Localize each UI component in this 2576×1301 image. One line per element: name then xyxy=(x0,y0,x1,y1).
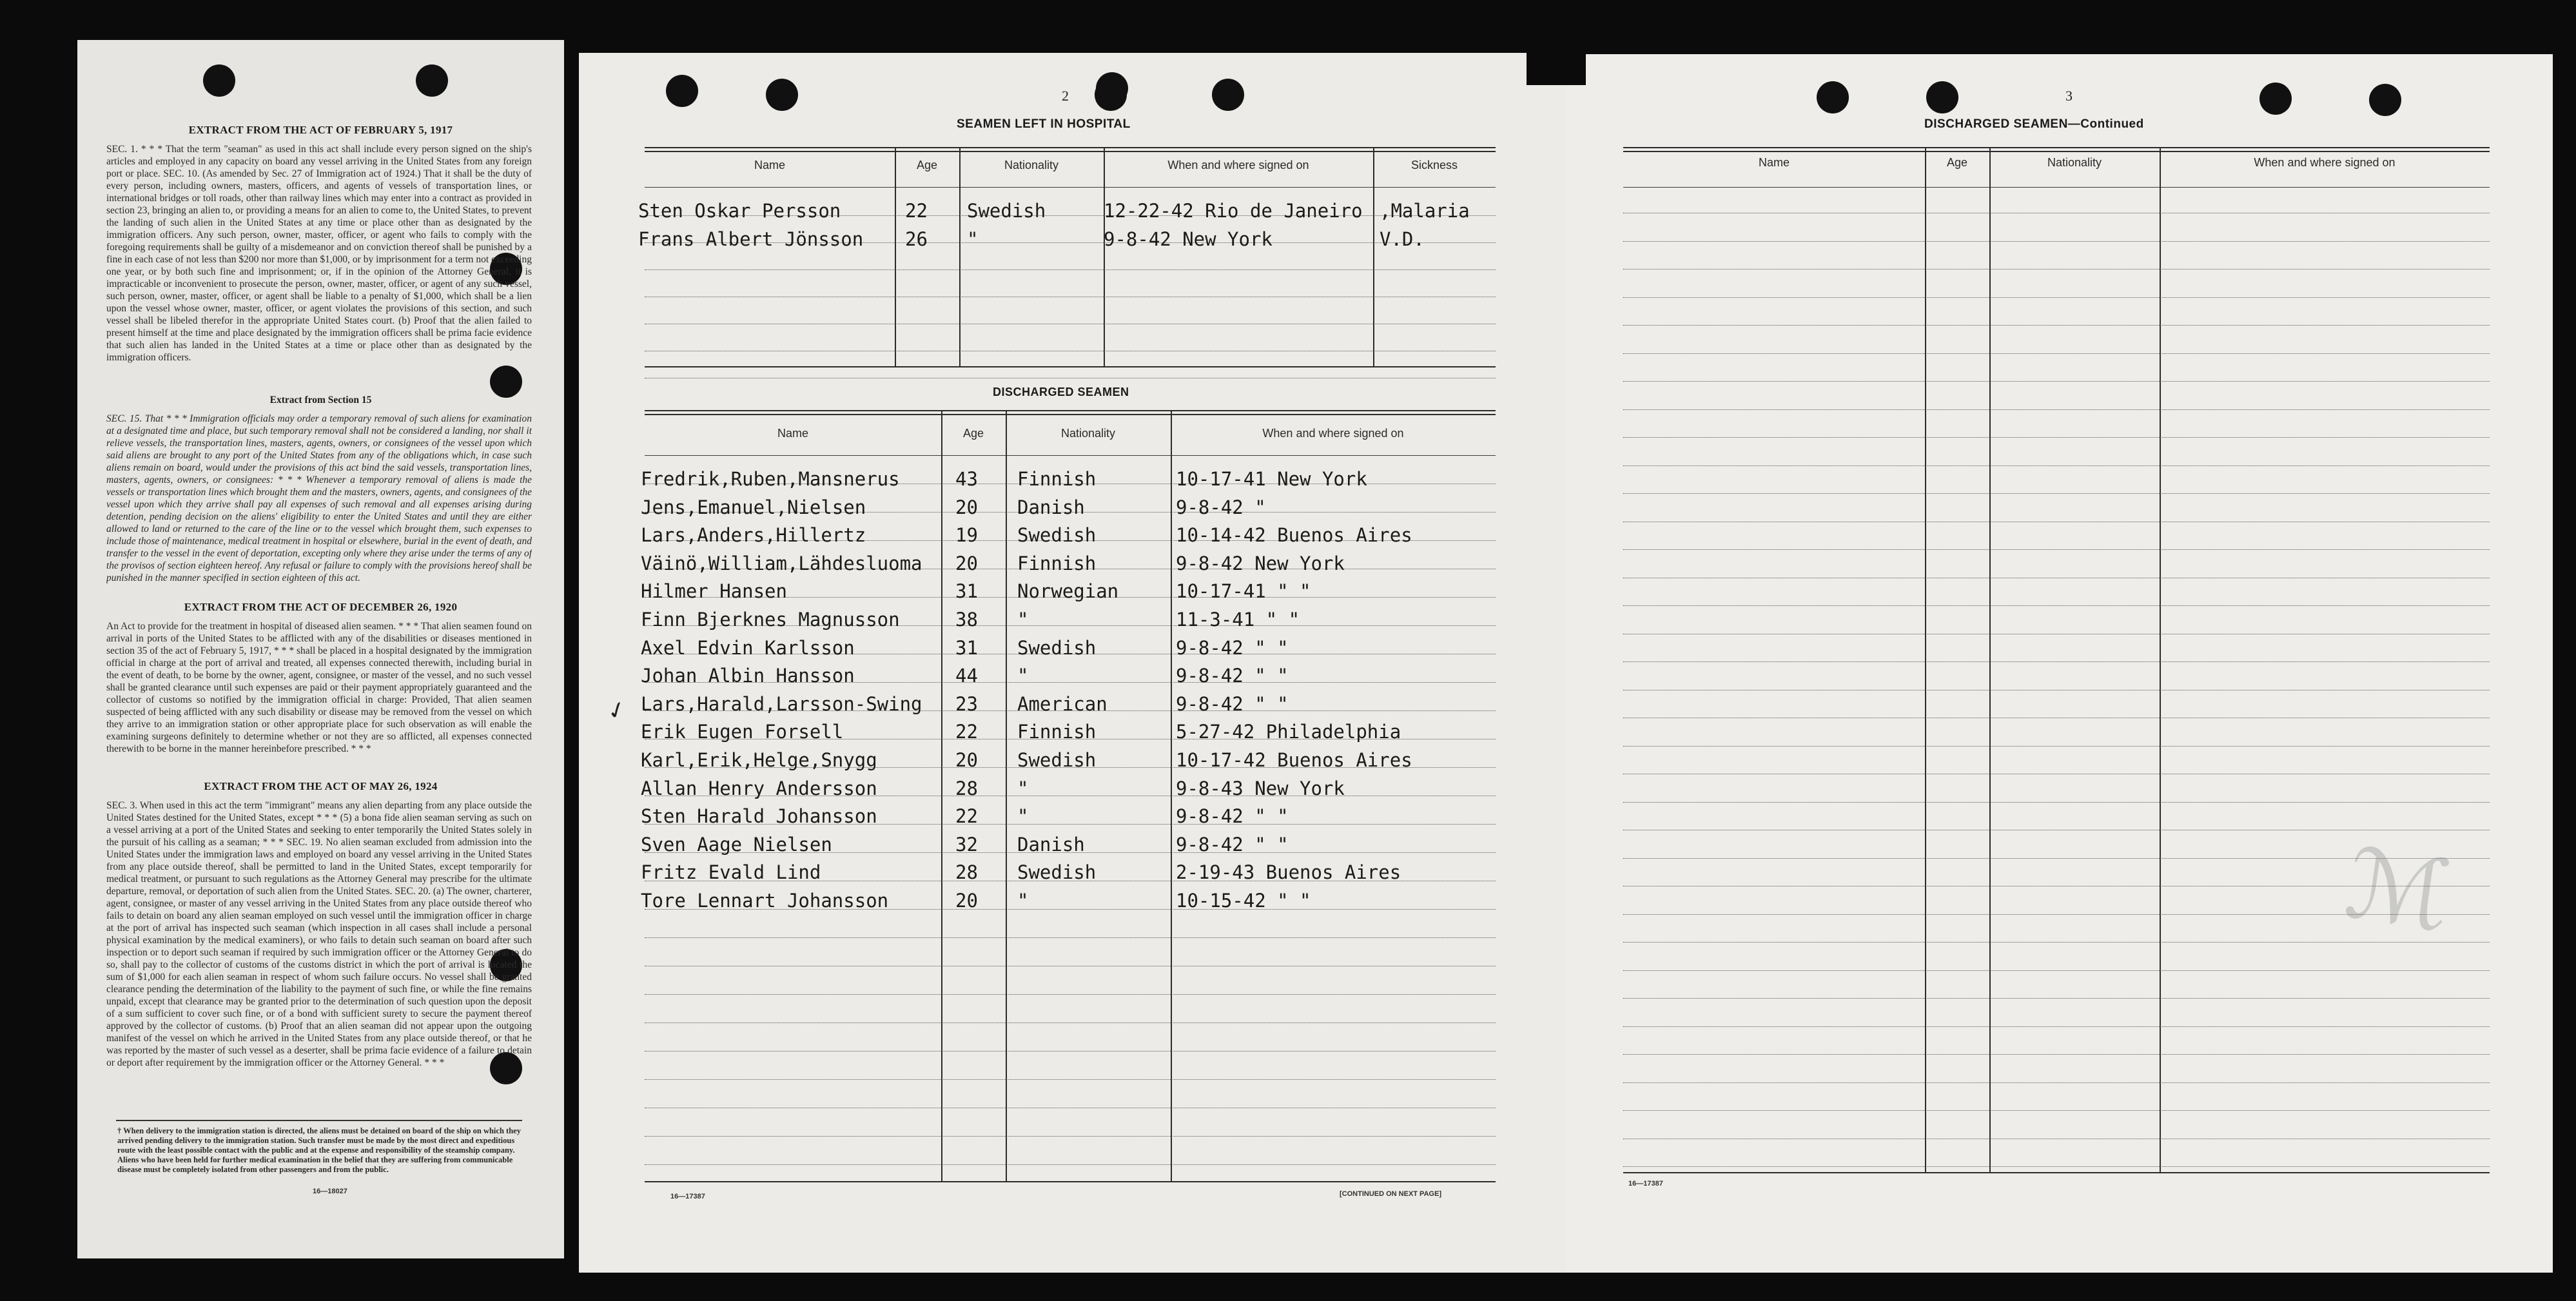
column-divider xyxy=(2160,147,2161,1172)
discharged-cell-signed: 10-17-41 New York xyxy=(1176,468,1367,490)
discharged-cell-nationality: Finnish xyxy=(1017,721,1097,743)
hospital-cell-name: Sten Oskar Persson xyxy=(638,200,841,222)
row-line xyxy=(1623,802,2490,803)
extract-text-1924: SEC. 3. When used in this act the term "immigrant" means any alien departing from any place outside the United States destined for the United States, except * * * (5) a bona fide alien seaman serving as such on a vessel arriving at a port of the United States and seeking to enter temporarily the United States solely in the pursuit of his calling as a seaman; * * * SEC. 19. No alien seaman excluded from admission into the United States under the immigration laws and employed on board any vessel arriving in the United States from any place outside thereof, shall be permitted to land in the United States, except temporarily for medical treatment, or pursuant to such regulations as the Attorney General may prescribe for the ultimate departure, removal, or deportation of such alien from the United States. SEC. 20. (a) The owner, charterer, agent, consignee, or master of any vessel arriving in the United States from any place outside thereof who fails to detain on board any alien seaman employed on such vessel until the immigration officer in charge at the port of arrival has inspected such seaman (which inspection in all cases shall include a personal physical examination by the medical examiners), or who fails to detain such seaman on board after such inspection or to deport such seaman if required by such immigration officer or the Attorney General to do so, shall pay to the collector of customs of the customs district in which the port of arrival is located the sum of $1,000 for each alien seaman in respect of whom such failure occurs. No vessel shall be granted clearance pending the determination of the liability to the payment of such fine, or while the fine remains unpaid, except that clearance may be granted prior to the determination of such question upon the deposit of a sum sufficient to cover such fine, or of a bond with sufficient surety to secure the payment thereof approved by the collector of customs. (b) Proof that an alien seaman did not appear upon the outgoing manifest of the vessel on which he arrived in the United States from any place outside thereof, or that he was reported by the master of such vessel as a deserter, shall be prima facie evidence of a failure to detain or deport after requirement by the immigration officer or the Attorney General. * * * xyxy=(106,800,532,1068)
discharged-cell-signed: 10-17-41 " " xyxy=(1176,580,1311,603)
punch-hole xyxy=(1817,81,1849,113)
discharged-cell-age: 20 xyxy=(955,552,978,574)
row-line xyxy=(1623,998,2490,999)
discharged-cell-name: Finn Bjerknes Magnusson xyxy=(641,609,900,631)
page-3-form-code: 16—17387 xyxy=(1628,1180,1663,1188)
column-divider xyxy=(895,147,896,366)
row-line xyxy=(1623,325,2490,326)
column-header: Age xyxy=(962,427,984,440)
row-line xyxy=(645,1164,1496,1165)
row-line xyxy=(1623,605,2490,606)
row-line xyxy=(645,1136,1496,1137)
form-code: 16—18027 xyxy=(313,1188,347,1195)
page-number-3: 3 xyxy=(2065,88,2073,104)
discharged-cell-signed: 10-17-42 Buenos Aires xyxy=(1176,749,1412,771)
column-divider xyxy=(1925,147,1926,1172)
discharged-cell-age: 38 xyxy=(955,609,978,631)
page-notch xyxy=(1527,53,1586,85)
punch-hole xyxy=(666,75,698,107)
discharged-cell-signed: 9-8-42 " " xyxy=(1176,833,1289,856)
table-rule xyxy=(645,410,1496,411)
discharged-cell-signed: 10-14-42 Buenos Aires xyxy=(1176,524,1412,547)
discharged-cell-name: Sten Harald Johansson xyxy=(641,805,877,828)
hospital-cell-sickness: ,Malaria xyxy=(1380,200,1470,222)
column-header: Age xyxy=(916,159,938,171)
discharged-cell-signed: 9-8-42 " xyxy=(1176,496,1266,518)
discharged-cell-name: Allan Henry Andersson xyxy=(641,777,877,799)
column-header: Name xyxy=(777,427,808,440)
discharged-cell-signed: 9-8-42 " " xyxy=(1176,805,1289,828)
discharged-cell-nationality: " xyxy=(1017,805,1029,828)
discharged-cell-signed: 9-8-43 New York xyxy=(1176,777,1345,799)
row-line xyxy=(1623,1026,2490,1027)
hospital-cell-signed: 12-22-42 Rio de Janeiro xyxy=(1104,200,1363,222)
hospital-cell-name: Frans Albert Jönsson xyxy=(638,228,864,250)
column-header: Sickness xyxy=(1410,159,1458,171)
row-line xyxy=(1623,465,2490,466)
discharged-cell-age: 20 xyxy=(955,749,978,771)
row-line xyxy=(1623,1082,2490,1083)
column-header: Nationality xyxy=(2047,156,2102,169)
extract-text-sec15: SEC. 15. That * * * Immigration officials may order a temporary removal of such aliens for examination at a designated time and place, but such temporary removal shall not be considered a landing, nor shall it relieve vessels, the transportation lines, masters, agents, owners, or consignees of the vessel upon which said aliens are brought to any port of the United States from any of the obligations which, in case such aliens remain on board, would under the provisions of this act bind the said vessels, transportation lines, masters, agents, owners, or consignees: * * * Whenever a temporary removal of aliens is made the vessels or transportation lines which brought them and the masters, owners, agents, and consignees of the vessel upon which they arrive shall pay all expenses of such removal and all expenses arising during detention, pending decision on the aliens' eligibility to enter the United States and until they are either allowed to land or returned to the care of the line or to the vessel which brought them, such expenses to include those of maintenance, medical treatment in hospital or elsewhere, burial in the event of death, and transfer to the vessel in the event of deportation, excepting only where they arise under the terms of any of the provisos of section eighteen hereof. Any refusal or failure to comply with the provisions hereof shall be punished in the manner specified in section eighteen of this act. xyxy=(106,413,532,583)
hospital-cell-sickness: V.D. xyxy=(1380,228,1425,250)
column-header: Nationality xyxy=(1060,427,1116,440)
discharged-cell-age: 31 xyxy=(955,636,978,659)
discharged-cell-signed: 10-15-42 " " xyxy=(1176,890,1311,912)
table-rule xyxy=(645,414,1496,415)
extract-heading-1920: EXTRACT FROM THE ACT OF DECEMBER 26, 1920 xyxy=(184,601,458,613)
row-line xyxy=(645,1051,1496,1052)
column-header: Age xyxy=(1946,156,1968,169)
row-line xyxy=(1623,970,2490,971)
punch-hole xyxy=(1212,79,1244,111)
row-line xyxy=(1623,493,2490,494)
row-line xyxy=(1623,1166,2490,1167)
discharged-section-title: DISCHARGED SEAMEN xyxy=(993,386,1129,398)
punch-hole xyxy=(1926,81,1958,113)
punch-hole xyxy=(766,79,798,111)
punch-hole xyxy=(2259,83,2292,115)
discharged-cell-name: Fredrik,Ruben,Mansnerus xyxy=(641,468,900,490)
column-header: Name xyxy=(1758,156,1790,169)
table-rule xyxy=(1623,151,2490,152)
extract-sheet xyxy=(77,40,564,1258)
discharged-cell-name: Fritz Evald Lind xyxy=(641,861,821,884)
table-rule xyxy=(645,1181,1496,1182)
discharged-cell-age: 20 xyxy=(955,496,978,518)
extract-text-1917: SEC. 1. * * * That the term "seaman" as used in this act shall include every person signed on the ship's articles and employed in any capacity on board any vessel arriving in the United States from any foreign port or place. SEC. 10. (As amended by Sec. 27 of Immigration act of 1924.) That it shall be the duty of every person, including owners, masters, officers, and agents of vessels of transportation lines, or international bridges or toll roads, other than railway lines which may enter into a contract as provided in section 23, bringing an alien to, or providing a means for an alien to come to, the United States, to prevent the landing of such alien in the United States at any time or place other than as designated by the immigration officers. Any such person, owner, master, officer, or agent who fails to comply with the foregoing requirements shall be guilty of a misdemeanor and on conviction thereof shall be punished by a fine in each case of not less than $200 nor more than $1,000, or by imprisonment for a term not exceeding one year, or by both such fine and imprisonment; or, if in the opinion of the Attorney General, it is impracticable or inconvenient to prosecute the person, owner, master, officer, or agent of any such vessel, such person, owner, master, officer, or agent shall be liable to a penalty of $1,000, which shall be a lien upon the vessel whose owner, master, officer, or agent violates the provisions of this section, and such vessel shall be libeled therefor in the appropriate United States court. (b) Proof that the alien failed to present himself at the time and place designated by the immigration officers shall be prima facie evidence that such alien has landed in the United States at a time or place other than as designated by the immigration officers. xyxy=(106,144,532,363)
discharged-cell-nationality: " xyxy=(1017,609,1029,631)
discharged-cell-age: 28 xyxy=(955,861,978,884)
table-rule xyxy=(645,187,1496,188)
row-line xyxy=(645,1079,1496,1080)
punch-hole xyxy=(416,64,448,97)
hospital-cell-nationality: " xyxy=(967,228,979,250)
column-divider xyxy=(1373,147,1374,366)
discharged-cell-nationality: Finnish xyxy=(1017,468,1097,490)
column-header: When and where signed on xyxy=(2254,156,2395,169)
discharged-cell-nationality: " xyxy=(1017,890,1029,912)
continued-note: [CONTINUED ON NEXT PAGE] xyxy=(1340,1190,1442,1198)
discharged-cell-signed: 9-8-42 " " xyxy=(1176,665,1289,687)
page-number-2: 2 xyxy=(1062,88,1069,104)
column-header: Name xyxy=(754,159,785,171)
row-line xyxy=(1623,549,2490,550)
column-header: When and where signed on xyxy=(1262,427,1404,440)
table-rule xyxy=(645,151,1496,152)
discharged-cell-age: 19 xyxy=(955,524,978,547)
page-2-form-code: 16—17387 xyxy=(670,1193,705,1200)
discharged-cell-signed: 5-27-42 Philadelphia xyxy=(1176,721,1401,743)
row-line xyxy=(1623,746,2490,747)
discharged-cell-name: Hilmer Hansen xyxy=(641,580,787,603)
punch-hole xyxy=(1096,72,1128,104)
discharged-cell-nationality: Swedish xyxy=(1017,524,1097,547)
discharged-cell-name: Väinö,William,Lähdesluoma xyxy=(641,552,922,574)
extract-heading-sec15: Extract from Section 15 xyxy=(269,395,372,406)
row-line xyxy=(1623,661,2490,662)
discharged-cell-name: Karl,Erik,Helge,Snygg xyxy=(641,749,877,771)
discharged-cell-name: Axel Edvin Karlsson xyxy=(641,636,855,659)
footnote-rule xyxy=(116,1120,522,1121)
row-line xyxy=(1623,437,2490,438)
discharged-cell-age: 43 xyxy=(955,468,978,490)
column-divider xyxy=(1989,147,1991,1172)
discharged-cell-age: 44 xyxy=(955,665,978,687)
column-header: When and where signed on xyxy=(1167,159,1309,171)
column-divider xyxy=(959,147,961,366)
punch-hole xyxy=(2369,84,2401,116)
check-mark: ✓ xyxy=(603,695,631,727)
column-divider xyxy=(1104,147,1105,366)
hospital-cell-nationality: Swedish xyxy=(967,200,1046,222)
page-3-sheet xyxy=(1566,54,2553,1273)
discharged-cell-age: 20 xyxy=(955,890,978,912)
row-line xyxy=(1623,858,2490,859)
page-3-title: DISCHARGED SEAMEN—Continued xyxy=(1924,117,2144,131)
row-line xyxy=(1623,409,2490,410)
discharged-cell-nationality: Swedish xyxy=(1017,636,1097,659)
discharged-cell-nationality: Swedish xyxy=(1017,861,1097,884)
row-line xyxy=(1623,914,2490,915)
table-rule xyxy=(1623,187,2490,188)
discharged-cell-age: 22 xyxy=(955,721,978,743)
discharged-cell-nationality: " xyxy=(1017,665,1029,687)
row-line xyxy=(645,269,1496,270)
discharged-cell-age: 22 xyxy=(955,805,978,828)
discharged-cell-age: 23 xyxy=(955,692,978,715)
table-rule xyxy=(1623,1172,2490,1173)
pencil-mark: ℳ xyxy=(2339,827,2457,954)
table-rule xyxy=(645,366,1496,367)
discharged-cell-name: Johan Albin Hansson xyxy=(641,665,855,687)
discharged-cell-signed: 9-8-42 " " xyxy=(1176,692,1289,715)
row-line xyxy=(1623,297,2490,298)
discharged-cell-nationality: " xyxy=(1017,777,1029,799)
punch-hole xyxy=(203,64,235,97)
discharged-cell-age: 32 xyxy=(955,833,978,856)
discharged-cell-age: 28 xyxy=(955,777,978,799)
footnote: † When delivery to the immigration station is directed, the aliens must be detained on board of the ship on which they arrived pending delivery to the immigration station. Such transfer must be made by the most direct and expeditious route with the least possible contact with the public and at the expense and responsibility of the steamship company. Aliens who have been held for further medical examination in the belief that they are suffering from communicable disease must be completely isolated from other passengers and from the public. xyxy=(117,1126,521,1174)
discharged-cell-signed: 2-19-43 Buenos Aires xyxy=(1176,861,1401,884)
discharged-cell-nationality: Danish xyxy=(1017,833,1085,856)
row-line xyxy=(1623,241,2490,242)
column-header: Nationality xyxy=(1004,159,1059,171)
discharged-cell-age: 31 xyxy=(955,580,978,603)
row-line xyxy=(645,994,1496,995)
discharged-cell-nationality: Danish xyxy=(1017,496,1085,518)
hospital-cell-signed: 9-8-42 New York xyxy=(1104,228,1273,250)
discharged-cell-signed: 9-8-42 New York xyxy=(1176,552,1345,574)
discharged-cell-name: Sven Aage Nielsen xyxy=(641,833,832,856)
table-rule xyxy=(1623,147,2490,148)
table-rule xyxy=(645,147,1496,148)
table-rule xyxy=(645,455,1496,456)
hospital-section-title: SEAMEN LEFT IN HOSPITAL xyxy=(957,117,1131,131)
row-line xyxy=(1623,942,2490,943)
row-line xyxy=(645,937,1496,938)
extract-heading-1917: EXTRACT FROM THE ACT OF FEBRUARY 5, 1917 xyxy=(188,124,453,136)
discharged-cell-name: Lars,Harald,Larsson-Swing xyxy=(641,692,922,715)
discharged-cell-name: Erik Eugen Forsell xyxy=(641,721,844,743)
discharged-cell-nationality: American xyxy=(1017,692,1107,715)
discharged-cell-name: Lars,Anders,Hillertz xyxy=(641,524,866,547)
row-line xyxy=(1623,353,2490,354)
hospital-cell-age: 22 xyxy=(905,200,928,222)
hospital-cell-age: 26 xyxy=(905,228,928,250)
extract-heading-1924: EXTRACT FROM THE ACT OF MAY 26, 1924 xyxy=(204,780,438,792)
row-line xyxy=(1623,1110,2490,1111)
row-line xyxy=(1623,381,2490,382)
row-line xyxy=(1623,1054,2490,1055)
discharged-cell-signed: 9-8-42 " " xyxy=(1176,636,1289,659)
discharged-cell-nationality: Norwegian xyxy=(1017,580,1119,603)
discharged-cell-name: Jens,Emanuel,Nielsen xyxy=(641,496,866,518)
discharged-cell-nationality: Finnish xyxy=(1017,552,1097,574)
row-line xyxy=(645,1022,1496,1023)
extract-text-1920: An Act to provide for the treatment in hospital of diseased alien seamen. * * * That alien seamen found on arrival in ports of the United States to be afflicted with any of the disabilities or diseases mentioned in section 35 of the act of February 5, 1917, * * * shall be placed in a hospital designated by the immigration official in charge at the port of arrival and treated, all expenses connected therewith, including burial in the event of death, to be borne by the owner, agent, consignee, or master of the vessel, and no such vessel shall be granted clearance until such expenses are paid or their payment appropriately guaranteed and the collector of customs so notified by the immigration official in charge: Provided, That alien seamen suspected of being afflicted with any such disability or disease may be removed from the vessel on which they arrive to an immigration station or other appropriate place for such observation as will enable the examining surgeons definitely to determine whether or not they are so afflicted, all expenses connected therewith to be borne in the manner hereinbefore prescribed. * * * xyxy=(106,621,532,754)
discharged-cell-name: Tore Lennart Johansson xyxy=(641,890,889,912)
discharged-cell-nationality: Swedish xyxy=(1017,749,1097,771)
discharged-cell-signed: 11-3-41 " " xyxy=(1176,609,1300,631)
